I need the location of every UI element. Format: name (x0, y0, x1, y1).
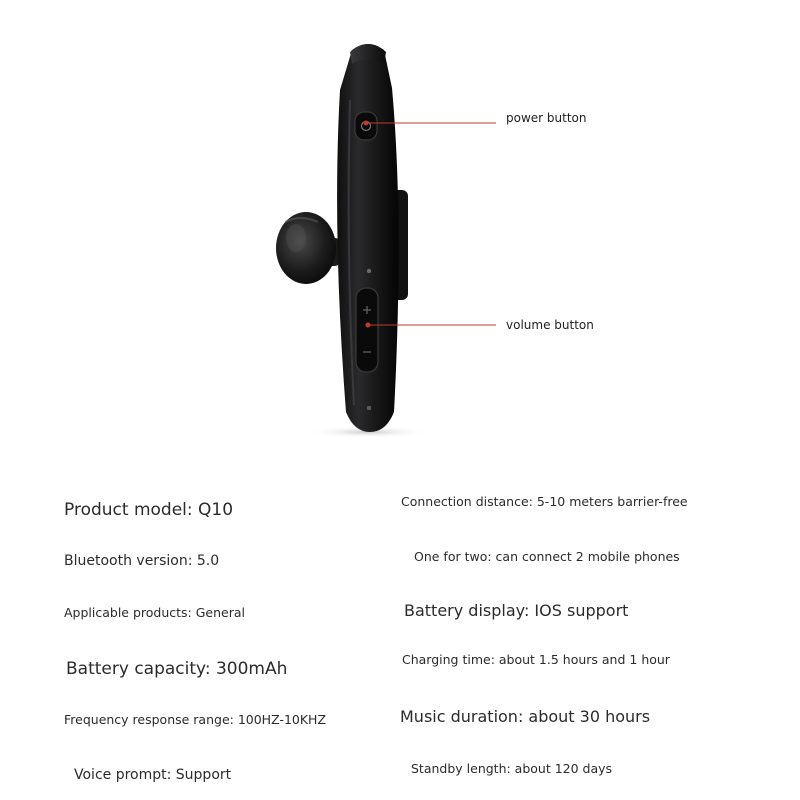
spec-battery-capacity: Battery capacity: 300mAh (66, 659, 288, 679)
spec-voice-prompt: Voice prompt: Support (74, 767, 232, 783)
spec-battery-display: Battery display: IOS support (404, 601, 629, 620)
spec-frequency-response: Frequency response range: 100HZ-10KHZ (64, 712, 327, 727)
power-button-label: power button (506, 111, 587, 125)
spec-product-model: Product model: Q10 (64, 500, 234, 520)
mic-hole (367, 269, 371, 273)
device-body (337, 44, 398, 432)
spec-one-for-two: One for two: can connect 2 mobile phones (414, 549, 680, 564)
volume-button-label: volume button (506, 318, 594, 332)
spec-standby-length: Standby length: about 120 days (411, 761, 613, 776)
spec-connection-distance: Connection distance: 5-10 meters barrier-free (401, 494, 688, 509)
spec-music-duration: Music duration: about 30 hours (400, 707, 651, 726)
volume-rocker-graphic (356, 288, 378, 372)
spec-charging-time: Charging time: about 1.5 hours and 1 hour (402, 652, 670, 667)
power-button-graphic (355, 112, 377, 140)
ear-tip (276, 212, 340, 284)
spec-applicable-products: Applicable products: General (64, 605, 246, 620)
spec-bluetooth-version: Bluetooth version: 5.0 (64, 553, 220, 569)
